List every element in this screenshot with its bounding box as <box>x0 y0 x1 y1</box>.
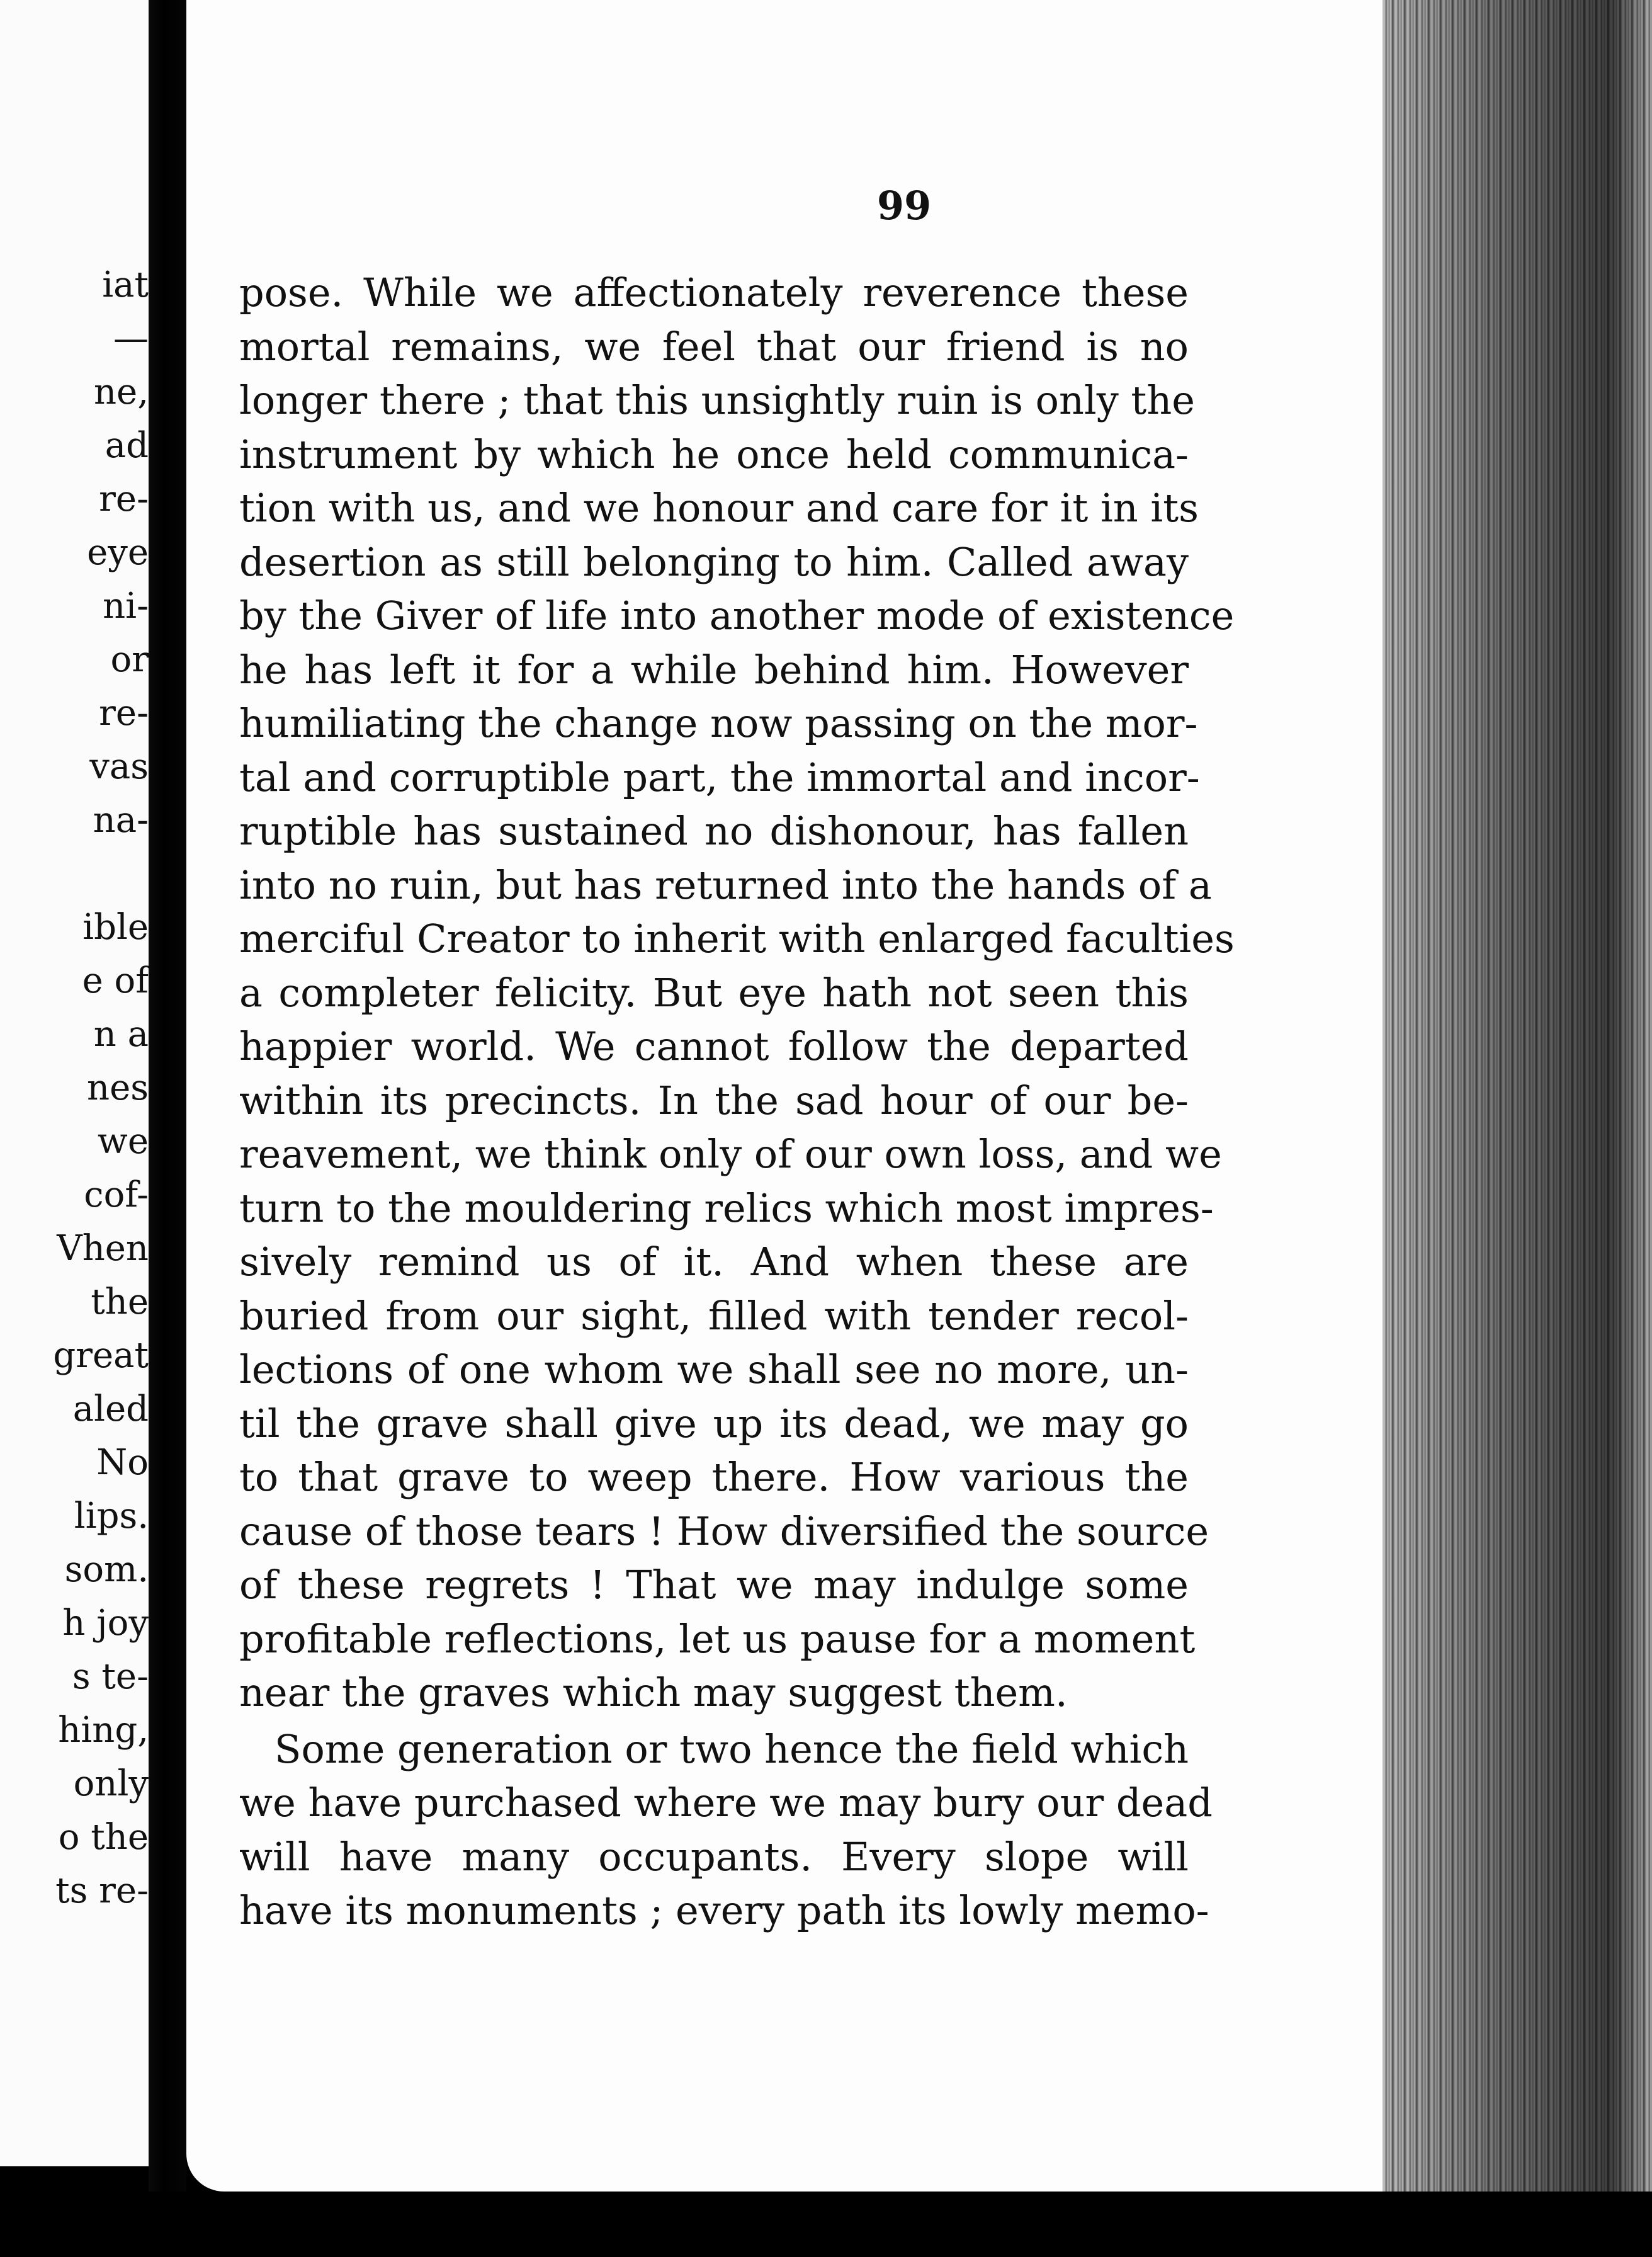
text-line: profitable reflections, let us pause for a moment <box>239 1615 1196 1662</box>
previous-page-line: or <box>110 639 149 680</box>
text-line: of these regrets ! That we may indulge some <box>239 1562 1189 1608</box>
text-line: to that grave to weep there. How various the <box>239 1454 1189 1500</box>
previous-page-line: — <box>113 318 149 359</box>
previous-page-line: re- <box>99 693 149 734</box>
previous-page-line: lips. <box>74 1496 149 1537</box>
text-line: cause of those tears ! How diversified the source <box>239 1508 1209 1554</box>
text-line: ruptible has sustained no dishonour, has fallen <box>239 808 1189 854</box>
previous-page-line: s te- <box>72 1656 149 1697</box>
text-line: sively remind us of it. And when these are <box>239 1239 1189 1285</box>
previous-page-line: som. <box>64 1549 149 1590</box>
text-line: by the Giver of life into another mode of existence <box>239 593 1235 639</box>
page-number: 99 <box>876 183 932 229</box>
text-line: near the graves which may suggest them. <box>239 1669 1068 1715</box>
previous-page-line: ible <box>82 907 149 948</box>
previous-page-line: we <box>97 1121 149 1162</box>
book-gutter <box>149 0 186 2257</box>
previous-page-line: the <box>91 1282 149 1322</box>
previous-page-line: vas <box>89 746 149 787</box>
text-line: he has left it for a while behind him. However <box>239 646 1189 693</box>
previous-page-line: iat <box>102 264 149 305</box>
text-line: within its precincts. In the sad hour of our be- <box>239 1077 1189 1123</box>
previous-page-line: ad <box>105 425 149 466</box>
previous-page-line: eye <box>87 532 149 573</box>
text-line: turn to the mouldering relics which most impres- <box>239 1185 1214 1231</box>
previous-page-fragment <box>0 0 149 2166</box>
text-line: tion with us, and we honour and care for it in its <box>239 485 1199 531</box>
text-line: humiliating the change now passing on the mor- <box>239 700 1198 746</box>
text-line: pose. While we affectionately reverence these <box>239 270 1189 316</box>
scan-bottom-border <box>0 2192 1652 2257</box>
previous-page-line: na- <box>93 800 149 841</box>
previous-page-line: cof- <box>84 1174 149 1215</box>
previous-page-line: h joy <box>62 1603 149 1644</box>
previous-page-line: great <box>53 1335 149 1376</box>
text-line: a completer felicity. But eye hath not seen this <box>239 969 1189 1016</box>
text-line: will have many occupants. Every slope will <box>239 1833 1189 1880</box>
text-line: til the grave shall give up its dead, we may go <box>239 1400 1189 1447</box>
previous-page-line: e of <box>82 960 149 1001</box>
fore-edge-shading <box>1383 0 1652 2192</box>
text-line: have its monuments ; every path its lowly memo- <box>239 1887 1209 1933</box>
text-line: instrument by which he once held communica- <box>239 431 1189 477</box>
previous-page-line: Vhen <box>57 1228 149 1269</box>
previous-page-line: ni- <box>103 586 149 627</box>
text-line: mortal remains, we feel that our friend is no <box>239 323 1189 370</box>
text-line: lections of one whom we shall see no more, un- <box>239 1346 1189 1392</box>
text-line: desertion as still belonging to him. Called away <box>239 538 1189 585</box>
text-line: we have purchased where we may bury our dead <box>239 1780 1213 1826</box>
text-line: buried from our sight, filled with tender recol- <box>239 1292 1189 1339</box>
previous-page-line: re- <box>99 479 149 520</box>
previous-page-line: No <box>96 1442 149 1483</box>
text-line: happier world. We cannot follow the departed <box>239 1023 1189 1069</box>
page-body-text <box>239 266 1235 1938</box>
previous-page-line: n a <box>93 1014 149 1055</box>
previous-page-line: ne, <box>93 372 149 412</box>
text-line: Some generation or two hence the field which <box>274 1725 1189 1772</box>
text-line: longer there ; that this unsightly ruin is only the <box>239 377 1195 423</box>
text-line: merciful Creator to inherit with enlarged faculties <box>239 916 1235 962</box>
text-line: tal and corruptible part, the immortal and incor- <box>239 754 1200 800</box>
previous-page-line: nes <box>87 1067 149 1108</box>
previous-page-line: ts re- <box>55 1870 149 1911</box>
text-line: into no ruin, but has returned into the hands of a <box>239 861 1212 908</box>
previous-page-line: only <box>73 1763 149 1804</box>
previous-page-line: o the <box>58 1817 149 1858</box>
previous-page-line: aled <box>72 1389 149 1430</box>
text-line: reavement, we think only of our own loss, and we <box>239 1131 1222 1177</box>
book-page <box>186 0 1383 2192</box>
previous-page-line: hing, <box>58 1710 149 1751</box>
